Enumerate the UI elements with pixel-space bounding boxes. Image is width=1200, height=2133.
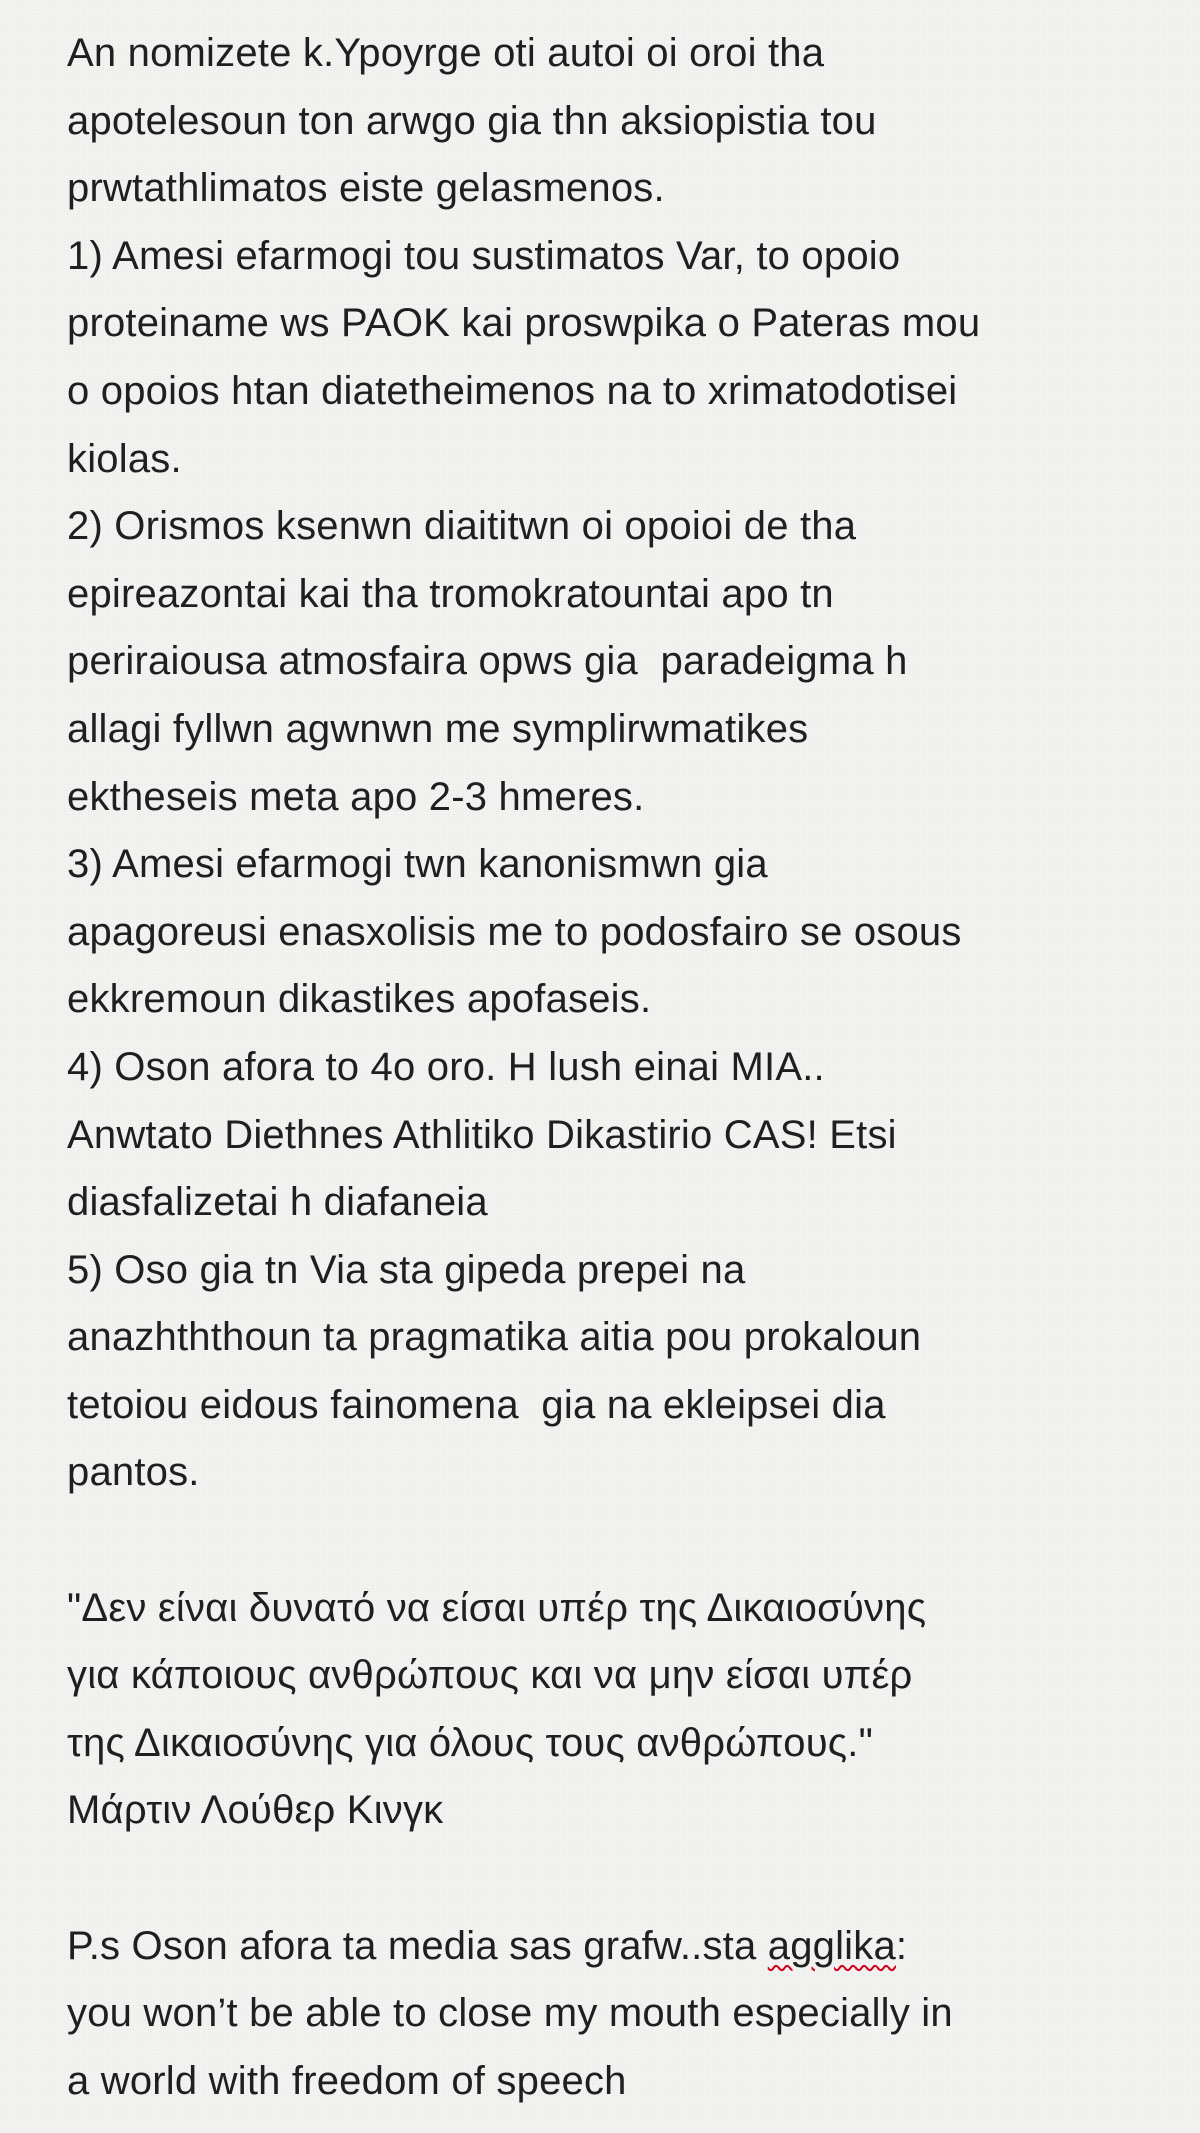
point-2-line: allagi fyllwn agwnwn me symplirwmatikes (67, 706, 809, 751)
point-1-line: proteiname ws PAOK kai proswpika o Pateras mou (67, 301, 981, 346)
point-1-line: kiolas. (67, 436, 182, 481)
point-4-line: Anwtato Diethnes Athlitiko Dikastirio CAS! Etsi (67, 1112, 897, 1157)
quote-author: Μάρτιν Λούθερ Κινγκ (67, 1788, 444, 1833)
paragraph-spacer (67, 1845, 1160, 1913)
point-5-line: pantos. (67, 1450, 200, 1495)
quote-line: για κάποιους ανθρώπους και να μην είσαι υπέρ (67, 1653, 913, 1698)
point-3-line: ekkremoun dikastikes apofaseis. (67, 977, 652, 1022)
ps-line (67, 1913, 1160, 1981)
ps-line: you won’t be able to close my mouth especially in (67, 1991, 953, 2036)
quote-line: "Δεν είναι δυνατό να είσαι υπέρ της Δικαιοσύνης (67, 1585, 927, 1630)
paragraph-spacer (67, 1507, 1160, 1575)
intro-line: apotelesoun ton arwgo gia thn aksiopistia tou (67, 98, 877, 143)
ps-prefix: P.s Oson afora ta media sas grafw..sta (67, 1923, 768, 1968)
intro-line: prwtathlimatos eiste gelasmenos. (67, 166, 665, 211)
ps-line: a world with freedom of speech (67, 2058, 627, 2103)
point-5-line: anazhththoun ta pragmatika aitia pou prokaloun (67, 1315, 922, 1360)
point-2-line: periraiousa atmosfaira opws gia paradeigma h (67, 639, 908, 684)
misspelled-word[interactable]: agglika (767, 1923, 896, 1968)
point-5-line: tetoiou eidous fainomena gia na ekleipsei dia (67, 1382, 886, 1427)
point-2-line: ektheseis meta apo 2-3 hmeres. (67, 774, 645, 819)
intro-line: An nomizete k.Ypoyrge oti autoi oi oroi tha (67, 31, 825, 75)
ps-suffix: : (895, 1923, 908, 1968)
point-4-line: diasfalizetai h diafaneia (67, 1180, 488, 1225)
point-1-line: 1) Amesi efarmogi tou sustimatos Var, to opoio (67, 233, 901, 278)
point-3-line: 3) Amesi efarmogi twn kanonismwn gia (67, 842, 768, 887)
point-4-line: 4) Oson afora to 4o oro. H lush einai MIA.. (67, 1044, 825, 1089)
point-2-line: epireazontai kai tha tromokratountai apo tn (67, 571, 834, 616)
quote-line: της Δικαιοσύνης για όλους τους ανθρώπους." (67, 1720, 873, 1765)
point-2-line: 2) Orismos ksenwn diaititwn oi opoioi de tha (67, 504, 857, 549)
point-3-line: apagoreusi enasxolisis me to podosfairo se osous (67, 909, 962, 954)
point-5-line: 5) Oso gia tn Via sta gipeda prepei na (67, 1247, 746, 1292)
point-1-line: o opoios htan diatetheimenos na to xrimatodotisei (67, 368, 958, 413)
